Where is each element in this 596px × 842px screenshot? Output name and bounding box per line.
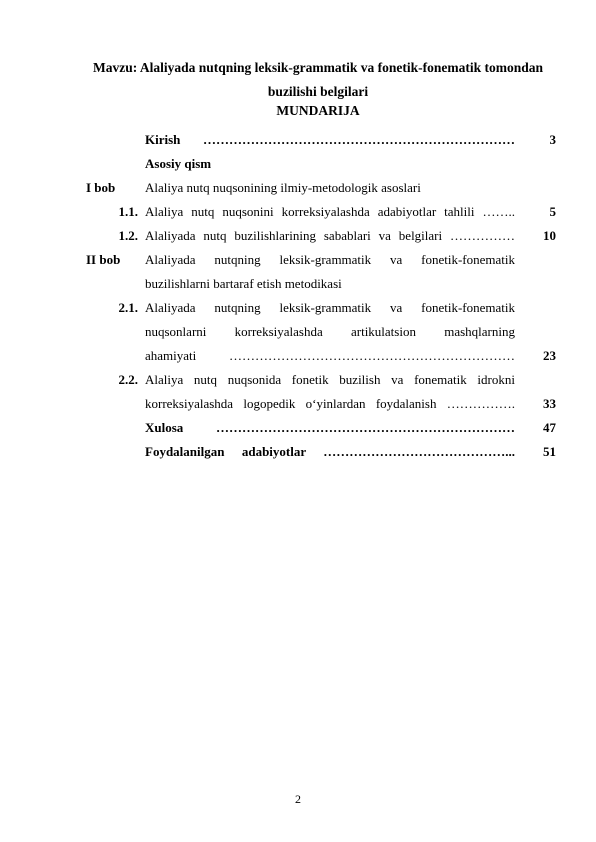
toc-label-chapter-2: II bob — [86, 252, 121, 267]
toc-entry-2-2-line2: korreksiyalashda logopedik o‘yinlardan foydalanish ……………. — [145, 396, 515, 411]
toc-label-2-2: 2.2. — [118, 372, 138, 387]
toc-entry-adabiyotlar: Foydalanilgan adabiyotlar ……………………………………... — [145, 444, 515, 459]
toc-entry-chapter-1: Alaliya nutq nuqsonining ilmiy-metodologik asoslari — [145, 180, 421, 195]
toc-label-1-1: 1.1. — [118, 204, 138, 219]
toc-page-2-2: 33 — [543, 396, 556, 411]
toc-entry-2-1-line3: ahamiyati ………………………………………………………… — [145, 348, 515, 363]
document-title: Mavzu: Alaliyada nutqning leksik-grammatik va fonetik-fonematik tomondan buzilishi belgilari — [92, 60, 544, 99]
toc-entry-chapter-2-line2: buzilishlarni bartaraf etish metodikasi — [145, 276, 342, 291]
toc-page-1-1: 5 — [549, 204, 556, 219]
toc-page-adabiyotlar: 51 — [543, 444, 556, 459]
toc-entry-kirish: Kirish ……………………………………………………………… — [145, 132, 515, 147]
toc-entry-1-1: Alaliya nutq nuqsonini korreksiyalashda adabiyotlar tahlili …….. — [145, 204, 515, 219]
toc-label-chapter-1: I bob — [86, 180, 116, 195]
toc-entry-chapter-2-line1: Alaliyada nutqning leksik-grammatik va fonetik-fonematik — [145, 252, 515, 267]
toc-label-2-1: 2.1. — [118, 300, 138, 315]
toc-page-2-1: 23 — [543, 348, 556, 363]
toc-entry-2-1-line2: nuqsonlarni korreksiyalashda artikulatsion mashqlarning — [145, 324, 515, 339]
toc-page-1-2: 10 — [543, 228, 556, 243]
toc-entry-1-2: Alaliyada nutq buzilishlarining sabablari va belgilari …………… — [145, 228, 515, 243]
toc-page-xulosa: 47 — [543, 420, 556, 435]
toc-heading: MUNDARIJA — [276, 103, 360, 118]
toc-entry-2-1-line1: Alaliyada nutqning leksik-grammatik va fonetik-fonematik — [145, 300, 515, 315]
toc-entry-xulosa: Xulosa …………………………………………………………… — [145, 420, 515, 435]
toc-label-1-2: 1.2. — [118, 228, 138, 243]
page-number: 2 — [295, 792, 301, 806]
toc-entry-2-2-line1: Alaliya nutq nuqsonida fonetik buzilish va fonematik idrokni — [145, 372, 515, 387]
toc-page-kirish: 3 — [549, 132, 556, 147]
toc-entry-asosiy-qism: Asosiy qism — [145, 156, 212, 171]
